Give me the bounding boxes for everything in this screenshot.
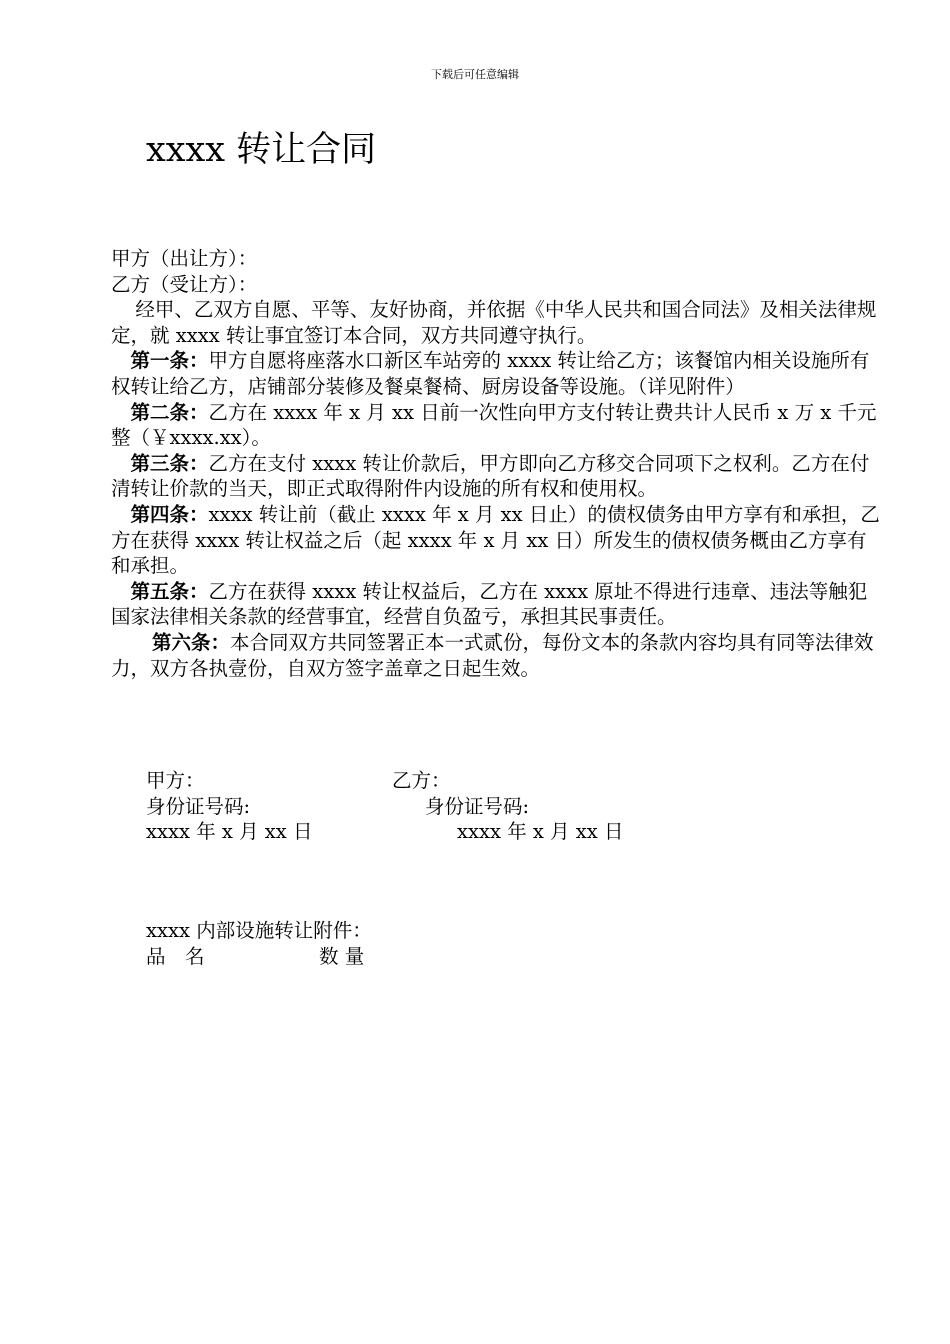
party-b-line: 乙方（受让方）：: [111, 272, 258, 296]
article-2: [111, 400, 881, 451]
article-1-label: 第一条：: [130, 349, 209, 373]
signature-party-a-id: 身份证号码:: [146, 795, 251, 818]
article-5: [111, 579, 881, 630]
signature-party-b-date: xxxx 年 x 月 xx 日: [457, 820, 624, 843]
article-3: [111, 451, 881, 502]
appendix-title: xxxx 内部设施转让附件：: [146, 919, 372, 942]
article-5-text: 乙方在获得 xxxx 转让权益后，乙方在 xxxx 原址不得进行违章、违法等触犯国家法律相关条款的经营事宜，经营自负盈亏，承担其民事责任。: [111, 579, 868, 629]
article-1: [111, 348, 881, 399]
article-6: [111, 630, 881, 681]
contract-body: [111, 246, 881, 681]
article-2-text: 乙方在 xxxx 年 x 月 xx 日前一次性向甲方支付转让费共计人民币 x 万 x 千元整（￥xxxx.xx）。: [111, 400, 877, 450]
signature-party-a-label: 甲方：: [146, 769, 205, 792]
article-4-label: 第四条：: [130, 502, 209, 526]
header-note: 下载后可任意编辑: [431, 68, 519, 81]
appendix-column-quantity: 数 量: [319, 945, 365, 968]
article-6-text: 本合同双方共同签署正本一式贰份，每份文本的条款内容均具有同等法律效力，双方各执壹份，自双方签字盖章之日起生效。: [111, 630, 874, 680]
article-5-label: 第五条：: [130, 579, 209, 603]
article-4: [111, 502, 881, 579]
article-3-text: 乙方在支付 xxxx 转让价款后，甲方即向乙方移交合同项下之权利。乙方在付清转让价款的当天，即正式取得附件内设施的所有权和使用权。: [111, 451, 870, 501]
article-4-text: xxxx 转让前（截止 xxxx 年 x 月 xx 日止）的债权债务由甲方享有和承担，乙方在获得 xxxx 转让权益之后（起 xxxx 年 x 月 xx 日）所发生的债权债务概由乙方享有和承担。: [111, 502, 880, 578]
signature-party-b-id: 身份证号码:: [425, 795, 530, 818]
article-6-label: 第六条：: [151, 630, 230, 654]
document-title: xxxx 转让合同: [146, 130, 377, 170]
intro-paragraph: 经甲、乙双方自愿、平等、友好协商，并依据《中华人民共和国合同法》及相关法律规定，就 xxxx 转让事宜签订本合同，双方共同遵守执行。: [111, 298, 877, 347]
appendix-column-name: 品 名: [146, 945, 205, 968]
signature-party-a-date: xxxx 年 x 月 xx 日: [146, 820, 313, 843]
party-a-line: 甲方（出让方）：: [111, 247, 258, 270]
article-3-label: 第三条：: [130, 451, 209, 475]
article-2-label: 第二条：: [130, 400, 209, 424]
signature-party-b-label: 乙方：: [392, 769, 451, 792]
article-1-text: 甲方自愿将座落水口新区车站旁的 xxxx 转让给乙方；该餐馆内相关设施所有权转让给乙方，店铺部分装修及餐桌餐椅、厨房设备等设施。（详见附件）: [111, 349, 870, 398]
